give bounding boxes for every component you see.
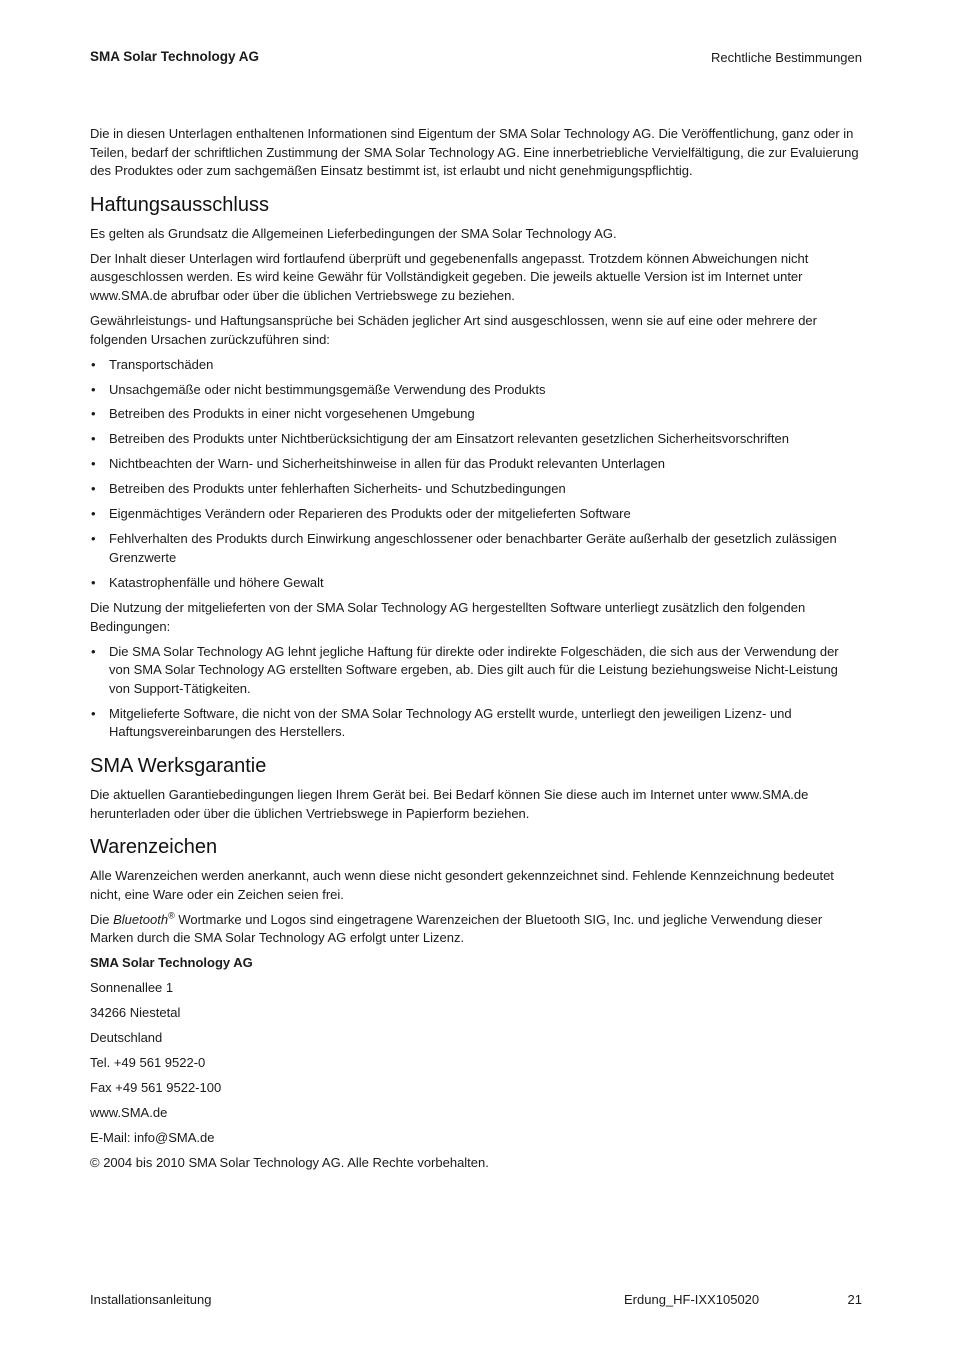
address-tel: Tel. +49 561 9522-0 [90, 1055, 206, 1071]
page-content [90, 125, 862, 1179]
address-block [90, 954, 862, 1172]
address-city: 34266 Niestetal [90, 1005, 181, 1021]
address-fax: Fax +49 561 9522-100 [90, 1080, 222, 1096]
footer-doc-code: Erdung_HF-IXX105020 [624, 1292, 760, 1307]
footer-doc-type: Installationsanleitung [90, 1292, 212, 1307]
list-item: • Fehlverhalten des Produkts durch Einwirkung angeschlossener oder benachbarter Geräte außerhalb der gesetzlich zulässigen Grenzwerte [90, 530, 862, 567]
marken-paragraph-1: Alle Warenzeichen werden anerkannt, auch wenn diese nicht gesondert gekennzeichnet sind. Fehlende Kennzeichnung bedeutet nicht, eine Ware oder ein Zeichen seien frei. [90, 868, 834, 902]
marken-paragraph-2: Die Bluetooth® Wortmarke und Logos sind eingetragene Warenzeichen der Bluetooth SIG, Inc. und jegliche Verwendung dieser Marken durch die SMA Solar Technology AG erfolgt unter Lizenz. [90, 910, 823, 946]
bluetooth-brand: Bluetooth [113, 911, 169, 927]
garantie-paragraph: Die aktuellen Garantiebedingungen liegen Ihrem Gerät bei. Bei Bedarf können Sie diese auch im Internet unter www.SMA.de herunterladen oder über die üblichen Vertriebswege in Papierform beziehen. [90, 786, 809, 821]
list-item: • Nichtbeachten der Warn- und Sicherheitshinweise in allen für das Produkt relevanten Unterlagen [90, 455, 862, 474]
heading-haftungsausschluss: Haftungsausschluss [90, 193, 269, 216]
list-item: • Transportschäden [90, 356, 862, 375]
software-list [90, 643, 862, 742]
list-item: • Betreiben des Produkts unter fehlerhaften Sicherheits- und Schutzbedingungen [90, 480, 862, 499]
address-street: Sonnenallee 1 [90, 980, 174, 996]
intro-paragraph: Die in diesen Unterlagen enthaltenen Informationen sind Eigentum der SMA Solar Technology AG. Die Veröffentlichung, ganz oder in Teilen, bedarf der schriftlichen Zustimmung der SMA Solar Technology AG. Eine innerbetriebliche Vervielfältigung, die zur Evaluierung des Produktes oder zum sachgemäßen Einsatz bestimmt ist, ist erlaubt und nicht genehmigungspflichtig. [90, 126, 859, 179]
page-number: 21 [847, 1292, 862, 1307]
address-country: Deutschland [90, 1030, 163, 1046]
header-company: SMA Solar Technology AG [90, 49, 260, 64]
list-item: • Mitgelieferte Software, die nicht von der SMA Solar Technology AG erstellt wurde, unterliegt den jeweiligen Lizenz- und Haftungsvereinbarungen des Herstellers. [90, 705, 862, 742]
list-item: • Die SMA Solar Technology AG lehnt jegliche Haftung für direkte oder indirekte Folgeschäden, die sich aus der Verwendung der von SMA Solar Technology AG erstellten Software ergeben, ab. Dies gilt auch für die Leistung beziehungsweise Nicht-Leistung von Support-Tätigkeiten. [90, 643, 862, 699]
heading-warenzeichen: Warenzeichen [90, 836, 218, 859]
address-web: www.SMA.de [90, 1105, 168, 1121]
registered-mark: ® [168, 910, 175, 921]
header-section: Rechtliche Bestimmungen [710, 50, 862, 65]
causes-list [90, 356, 862, 593]
heading-werksgarantie: SMA Werksgarantie [90, 754, 267, 777]
haftung-paragraph-1: Es gelten als Grundsatz die Allgemeinen Lieferbedingungen der SMA Solar Technology AG. [90, 225, 617, 241]
list-item: • Betreiben des Produkts in einer nicht vorgesehenen Umgebung [90, 405, 862, 424]
haftung-paragraph-3: Gewährleistungs- und Haftungsansprüche bei Schäden jeglicher Art sind ausgeschlossen, wenn sie auf eine oder mehrere der folgenden Ursachen zurückzuführen sind: [90, 312, 817, 347]
address-email: E-Mail: info@SMA.de [90, 1130, 215, 1146]
list-item: • Unsachgemäße oder nicht bestimmungsgemäße Verwendung des Produkts [90, 381, 862, 400]
copyright: © 2004 bis 2010 SMA Solar Technology AG. Alle Rechte vorbehalten. [90, 1155, 489, 1171]
list-item: • Katastrophenfälle und höhere Gewalt [90, 574, 862, 593]
list-item: • Betreiben des Produkts unter Nichtberücksichtigung der am Einsatzort relevanten gesetzlichen Sicherheitsvorschriften [90, 430, 862, 449]
list-item: • Eigenmächtiges Verändern oder Reparieren des Produkts oder der mitgelieferten Software [90, 505, 862, 524]
haftung-paragraph-2: Der Inhalt dieser Unterlagen wird fortlaufend überprüft und gegebenenfalls angepasst. Trotzdem können Abweichungen nicht ausgeschlossen werden. Es wird keine Gewähr für Vollständigkeit gegeben. Die jeweils aktuelle Version ist im Internet unter www.SMA.de abrufbar oder über die üblichen Vertriebswege zu beziehen. [90, 250, 809, 303]
address-company: SMA Solar Technology AG [90, 955, 253, 971]
haftung-paragraph-4: Die Nutzung der mitgelieferten von der SMA Solar Technology AG hergestellten Software unterliegt zusätzlich den folgenden Bedingungen: [90, 599, 806, 634]
